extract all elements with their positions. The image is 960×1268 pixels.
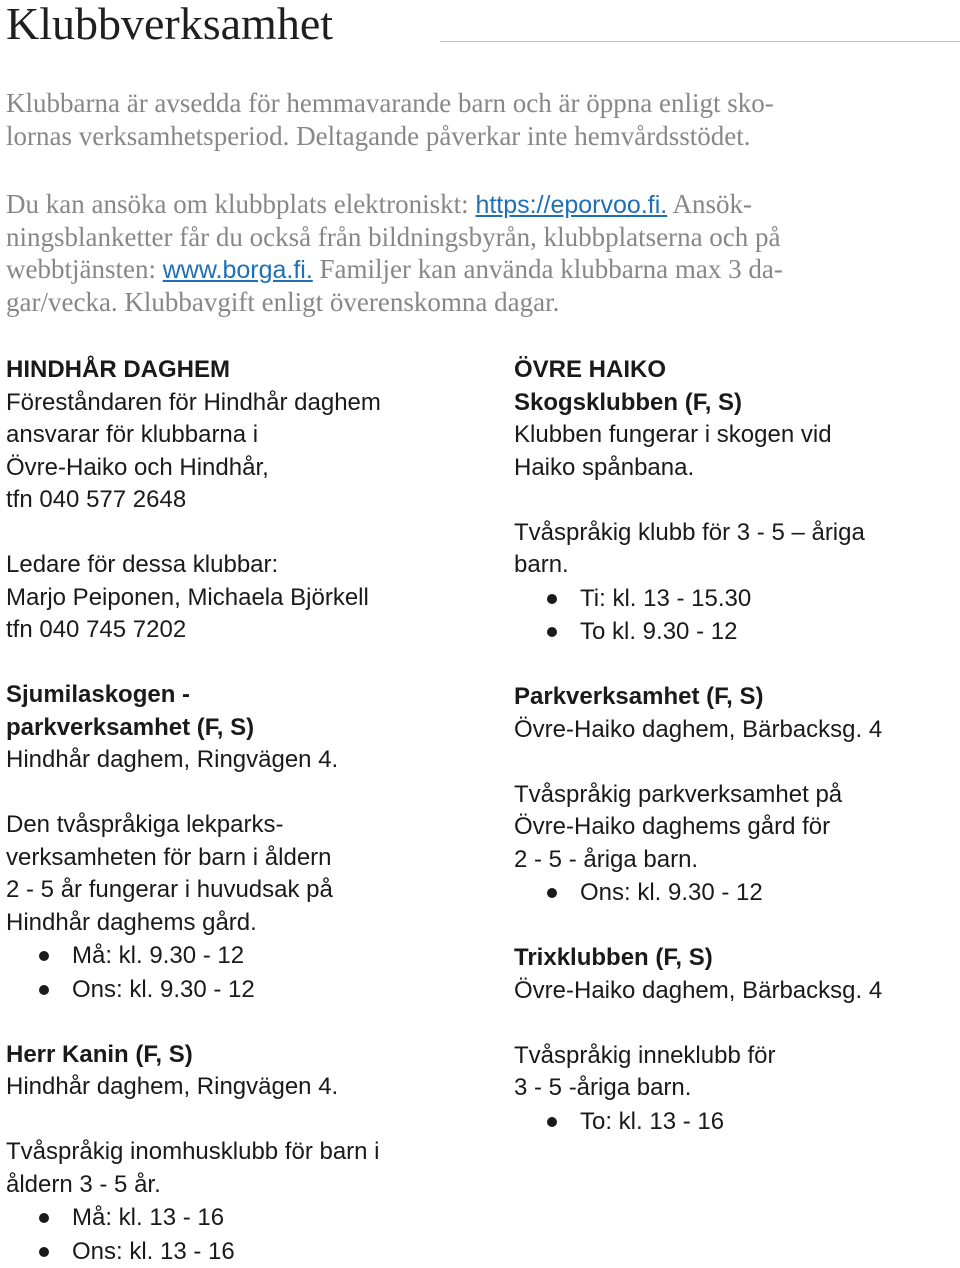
list-item: To: kl. 13 - 16 <box>514 1105 960 1139</box>
bullet-icon <box>39 951 49 961</box>
text-line: 2 - 5 - åriga barn. <box>514 844 960 877</box>
club-title: Skogsklubben (F, S) <box>514 387 960 420</box>
list-item: Ons: kl. 9.30 - 12 <box>514 876 960 910</box>
text-line: tfn 040 745 7202 <box>6 614 476 647</box>
title-divider <box>440 41 960 42</box>
section-heading: HINDHÅR DAGHEM <box>6 354 476 387</box>
bullet-icon <box>39 1247 49 1257</box>
intro-text: Du kan ansöka om klubbplats elektroniskt: <box>6 189 475 219</box>
bullet-icon <box>39 985 49 995</box>
eporvoo-link[interactable]: https://eporvoo.fi. <box>475 191 667 219</box>
text-line: Övre-Haiko och Hindhår, <box>6 452 476 485</box>
left-column <box>6 354 476 1268</box>
club-location: Hindhår daghem, Ringvägen 4. <box>6 1071 476 1104</box>
club-title: Parkverksamhet (F, S) <box>514 681 960 714</box>
text-line: Ledare för dessa klubbar: <box>6 549 476 582</box>
list-item: Ti: kl. 13 - 15.30 <box>514 582 960 616</box>
club-title: parkverksamhet (F, S) <box>6 712 476 745</box>
bullet-icon <box>547 1117 557 1127</box>
text-line: Tvåspråkig parkverksamhet på <box>514 779 960 812</box>
list-item: Må: kl. 13 - 16 <box>6 1201 476 1235</box>
right-column <box>514 354 960 1138</box>
list-item: Må: kl. 9.30 - 12 <box>6 939 476 973</box>
intro-paragraph-2 <box>6 188 956 318</box>
club-title: Herr Kanin (F, S) <box>6 1039 476 1072</box>
intro-text: webbtjänsten: <box>6 254 163 284</box>
bullet-icon <box>547 888 557 898</box>
text-line: barn. <box>514 549 960 582</box>
intro-paragraph-1 <box>6 87 956 152</box>
club-title: Sjumilaskogen - <box>6 679 476 712</box>
list-item: Ons: kl. 9.30 - 12 <box>6 973 476 1007</box>
intro-text: Familjer kan använda klubbarna max 3 da- <box>313 254 783 284</box>
text-line: Tvåspråkig inneklubb för <box>514 1040 960 1073</box>
text-line: Hindhår daghems gård. <box>6 907 476 940</box>
club-location: Övre-Haiko daghem, Bärbacksg. 4 <box>514 714 960 747</box>
text-line: 3 - 5 -åriga barn. <box>514 1072 960 1105</box>
text-line: Tvåspråkig klubb för 3 - 5 – åriga <box>514 517 960 550</box>
text-line: Föreståndaren för Hindhår daghem <box>6 387 476 420</box>
text-line: Den tvåspråkiga lekparks- <box>6 809 476 842</box>
intro-line: lornas verksamhetsperiod. Deltagande påverkar inte hemvårdsstödet. <box>6 120 956 153</box>
text-line: 2 - 5 år fungerar i huvudsak på <box>6 874 476 907</box>
text-line: tfn 040 577 2648 <box>6 484 476 517</box>
text-line: Marjo Peiponen, Michaela Björkell <box>6 582 476 615</box>
bullet-icon <box>39 1213 49 1223</box>
page-title: Klubbverksamhet <box>6 0 333 48</box>
text-line: Haiko spånbana. <box>514 452 960 485</box>
bullet-icon <box>547 594 557 604</box>
bullet-icon <box>547 627 557 637</box>
text-line: Tvåspråkig inomhusklubb för barn i <box>6 1136 476 1169</box>
list-item: Ons: kl. 13 - 16 <box>6 1235 476 1268</box>
section-heading: ÖVRE HAIKO <box>514 354 960 387</box>
intro-text: Ansök- <box>667 189 752 219</box>
intro-line: Klubbarna är avsedda för hemmavarande barn och är öppna enligt sko- <box>6 87 956 120</box>
intro-line: gar/vecka. Klubbavgift enligt överenskomna dagar. <box>6 286 956 319</box>
borga-link[interactable]: www.borga.fi. <box>163 256 313 284</box>
text-line: verksamheten för barn i åldern <box>6 842 476 875</box>
club-location: Hindhår daghem, Ringvägen 4. <box>6 744 476 777</box>
club-title: Trixklubben (F, S) <box>514 942 960 975</box>
list-item: To kl. 9.30 - 12 <box>514 615 960 649</box>
text-line: åldern 3 - 5 år. <box>6 1169 476 1202</box>
text-line: Övre-Haiko daghems gård för <box>514 811 960 844</box>
club-location: Övre-Haiko daghem, Bärbacksg. 4 <box>514 975 960 1008</box>
intro-line: ningsblanketter får du också från bildningsbyrån, klubbplatserna och på <box>6 221 956 254</box>
text-line: ansvarar för klubbarna i <box>6 419 476 452</box>
text-line: Klubben fungerar i skogen vid <box>514 419 960 452</box>
